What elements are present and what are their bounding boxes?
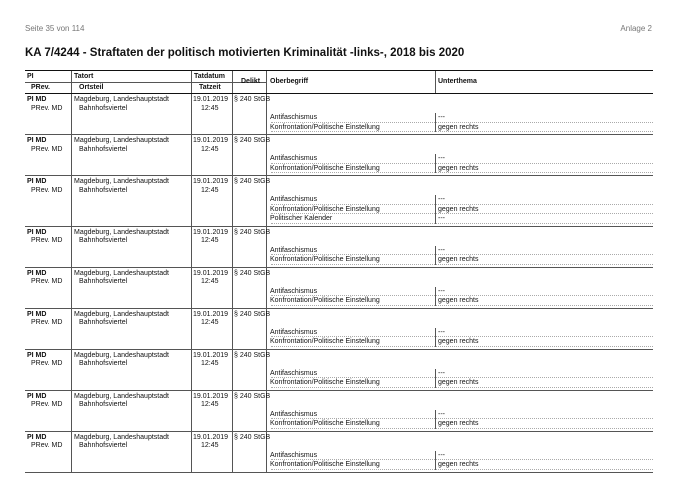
table-record	[25, 268, 653, 309]
record-prev: PRev. MD	[31, 104, 63, 112]
record-tatort: Magdeburg, Landeshauptstadt	[74, 228, 169, 236]
table-record	[25, 135, 653, 176]
record-oberbegriff: Antifaschismus	[270, 114, 318, 121]
record-unterthema: ---	[438, 369, 445, 377]
subtopic-row	[25, 255, 653, 265]
record-zeit: 12:45	[201, 360, 219, 367]
subtopic-row	[25, 369, 653, 379]
record-tatort: Magdeburg, Landeshauptstadt	[74, 269, 169, 277]
col-prev: PRev.	[31, 84, 50, 91]
record-pi: PI MD	[27, 228, 47, 236]
record-unterthema: gegen rechts	[438, 256, 479, 263]
record-delikt: § 240 StGB	[234, 351, 271, 359]
col-tatort: Tatort	[74, 73, 94, 80]
record-oberbegriff: Konfrontation/Politische Einstellung	[270, 256, 380, 263]
record-zeit: 12:45	[201, 401, 219, 408]
record-ortsteil: Bahnhofsviertel	[79, 186, 128, 194]
record-datum: 19.01.2019	[193, 310, 229, 318]
record-datum: 19.01.2019	[193, 137, 229, 144]
annex-label: Anlage 2	[620, 24, 652, 33]
table-record	[25, 176, 653, 227]
record-prev: PRev. MD	[31, 186, 63, 194]
record-tatort: Magdeburg, Landeshauptstadt	[74, 137, 169, 144]
record-pi: PI MD	[27, 310, 47, 318]
record-unterthema: ---	[438, 287, 445, 295]
record-zeit: 12:45	[201, 104, 219, 112]
record-datum: 19.01.2019	[193, 433, 229, 441]
record-tatort: Magdeburg, Landeshauptstadt	[74, 178, 169, 185]
record-oberbegriff: Konfrontation/Politische Einstellung	[270, 420, 380, 427]
subtopic-row	[25, 328, 653, 338]
record-ortsteil: Bahnhofsviertel	[79, 237, 128, 244]
record-datum: 19.01.2019	[193, 96, 229, 103]
table-record	[25, 391, 653, 432]
record-prev: PRev. MD	[31, 360, 63, 367]
record-unterthema: ---	[438, 215, 445, 222]
record-oberbegriff: Antifaschismus	[270, 410, 318, 418]
subtopic-row	[25, 195, 653, 205]
record-pi: PI MD	[27, 433, 47, 441]
page-counter: Seite 35 von 114	[25, 24, 85, 33]
record-prev: PRev. MD	[31, 237, 63, 244]
table-header	[25, 70, 653, 94]
record-tatort: Magdeburg, Landeshauptstadt	[74, 433, 169, 441]
record-pi: PI MD	[27, 96, 47, 103]
record-unterthema: gegen rechts	[438, 338, 479, 345]
record-ortsteil: Bahnhofsviertel	[79, 145, 128, 153]
col-ortsteil: Ortsteil	[79, 84, 104, 91]
record-oberbegriff: Antifaschismus	[270, 369, 318, 377]
record-pi: PI MD	[27, 137, 47, 144]
record-pi: PI MD	[27, 178, 47, 185]
record-tatort: Magdeburg, Landeshauptstadt	[74, 96, 169, 103]
record-unterthema: gegen rechts	[438, 420, 479, 427]
record-oberbegriff: Antifaschismus	[270, 328, 318, 336]
record-oberbegriff: Konfrontation/Politische Einstellung	[270, 123, 380, 131]
record-delikt: § 240 StGB	[234, 178, 271, 185]
subtopic-row	[25, 378, 653, 388]
record-oberbegriff: Konfrontation/Politische Einstellung	[270, 205, 380, 213]
record-ortsteil: Bahnhofsviertel	[79, 278, 128, 285]
subtopic-row	[25, 113, 653, 123]
record-pi: PI MD	[27, 269, 47, 277]
record-ortsteil: Bahnhofsviertel	[79, 319, 128, 326]
subtopic-row	[25, 296, 653, 306]
record-ortsteil: Bahnhofsviertel	[79, 104, 128, 112]
record-oberbegriff: Konfrontation/Politische Einstellung	[270, 164, 380, 172]
record-oberbegriff: Konfrontation/Politische Einstellung	[270, 297, 380, 304]
record-unterthema: gegen rechts	[438, 379, 479, 386]
subtopic-row	[25, 287, 653, 297]
col-tatdatum: Tatdatum	[194, 73, 225, 80]
record-ortsteil: Bahnhofsviertel	[79, 360, 128, 367]
record-oberbegriff: Antifaschismus	[270, 451, 318, 459]
record-zeit: 12:45	[201, 237, 219, 244]
record-zeit: 12:45	[201, 186, 219, 194]
record-datum: 19.01.2019	[193, 178, 229, 185]
page-title: KA 7/4244 - Straftaten der politisch motivierten Kriminalität -links-, 2018 bis 2020	[25, 47, 465, 59]
record-unterthema: ---	[438, 410, 445, 418]
subtopic-row	[25, 451, 653, 461]
record-oberbegriff: Politischer Kalender	[270, 215, 333, 222]
record-delikt: § 240 StGB	[234, 392, 271, 400]
subtopic-row	[25, 123, 653, 133]
record-oberbegriff: Konfrontation/Politische Einstellung	[270, 379, 380, 386]
subtopic-row	[25, 154, 653, 164]
record-oberbegriff: Konfrontation/Politische Einstellung	[270, 461, 380, 468]
record-ortsteil: Bahnhofsviertel	[79, 401, 128, 408]
record-delikt: § 240 StGB	[234, 269, 271, 277]
record-zeit: 12:45	[201, 319, 219, 326]
record-unterthema: gegen rechts	[438, 205, 479, 213]
record-datum: 19.01.2019	[193, 269, 229, 277]
subtopic-row	[25, 337, 653, 347]
col-oberbegriff: Oberbegriff	[270, 78, 309, 85]
record-unterthema: gegen rechts	[438, 123, 479, 131]
record-delikt: § 240 StGB	[234, 433, 271, 441]
table-record	[25, 309, 653, 350]
subtopic-row	[25, 164, 653, 174]
table-record	[25, 432, 653, 473]
record-pi: PI MD	[27, 392, 47, 400]
table-record	[25, 350, 653, 391]
subtopic-row	[25, 419, 653, 429]
record-unterthema: ---	[438, 196, 445, 203]
record-prev: PRev. MD	[31, 319, 63, 326]
record-delikt: § 240 StGB	[234, 137, 271, 144]
record-unterthema: ---	[438, 451, 445, 459]
record-prev: PRev. MD	[31, 401, 63, 408]
col-delikt: Delikt	[241, 78, 261, 85]
record-unterthema: gegen rechts	[438, 461, 479, 468]
subtopic-row	[25, 410, 653, 420]
col-pi: PI	[27, 73, 34, 80]
record-delikt: § 240 StGB	[234, 96, 271, 103]
record-unterthema: ---	[438, 246, 445, 254]
col-tatzeit: Tatzeit	[199, 84, 221, 91]
record-unterthema: ---	[438, 328, 445, 336]
record-ortsteil: Bahnhofsviertel	[79, 442, 128, 449]
record-delikt: § 240 StGB	[234, 310, 271, 318]
table-body	[25, 94, 653, 473]
record-delikt: § 240 StGB	[234, 228, 271, 236]
record-datum: 19.01.2019	[193, 392, 229, 400]
record-unterthema: gegen rechts	[438, 164, 479, 172]
record-datum: 19.01.2019	[193, 228, 229, 236]
record-tatort: Magdeburg, Landeshauptstadt	[74, 392, 169, 400]
record-oberbegriff: Antifaschismus	[270, 196, 318, 203]
record-oberbegriff: Antifaschismus	[270, 287, 318, 295]
record-unterthema: gegen rechts	[438, 297, 479, 304]
record-oberbegriff: Konfrontation/Politische Einstellung	[270, 338, 380, 345]
col-unterthema: Unterthema	[438, 78, 477, 85]
record-tatort: Magdeburg, Landeshauptstadt	[74, 351, 169, 359]
record-pi: PI MD	[27, 351, 47, 359]
record-oberbegriff: Antifaschismus	[270, 155, 318, 162]
record-unterthema: ---	[438, 155, 445, 162]
crime-table	[25, 70, 653, 473]
subtopic-row	[25, 460, 653, 470]
table-record	[25, 227, 653, 268]
record-zeit: 12:45	[201, 442, 219, 449]
subtopic-row	[25, 205, 653, 215]
record-oberbegriff: Antifaschismus	[270, 246, 318, 254]
subtopic-row	[25, 214, 653, 224]
table-record	[25, 94, 653, 135]
record-prev: PRev. MD	[31, 145, 63, 153]
record-datum: 19.01.2019	[193, 351, 229, 359]
record-unterthema: ---	[438, 114, 445, 121]
record-zeit: 12:45	[201, 278, 219, 285]
record-zeit: 12:45	[201, 145, 219, 153]
record-tatort: Magdeburg, Landeshauptstadt	[74, 310, 169, 318]
record-prev: PRev. MD	[31, 278, 63, 285]
record-prev: PRev. MD	[31, 442, 63, 449]
subtopic-row	[25, 246, 653, 256]
